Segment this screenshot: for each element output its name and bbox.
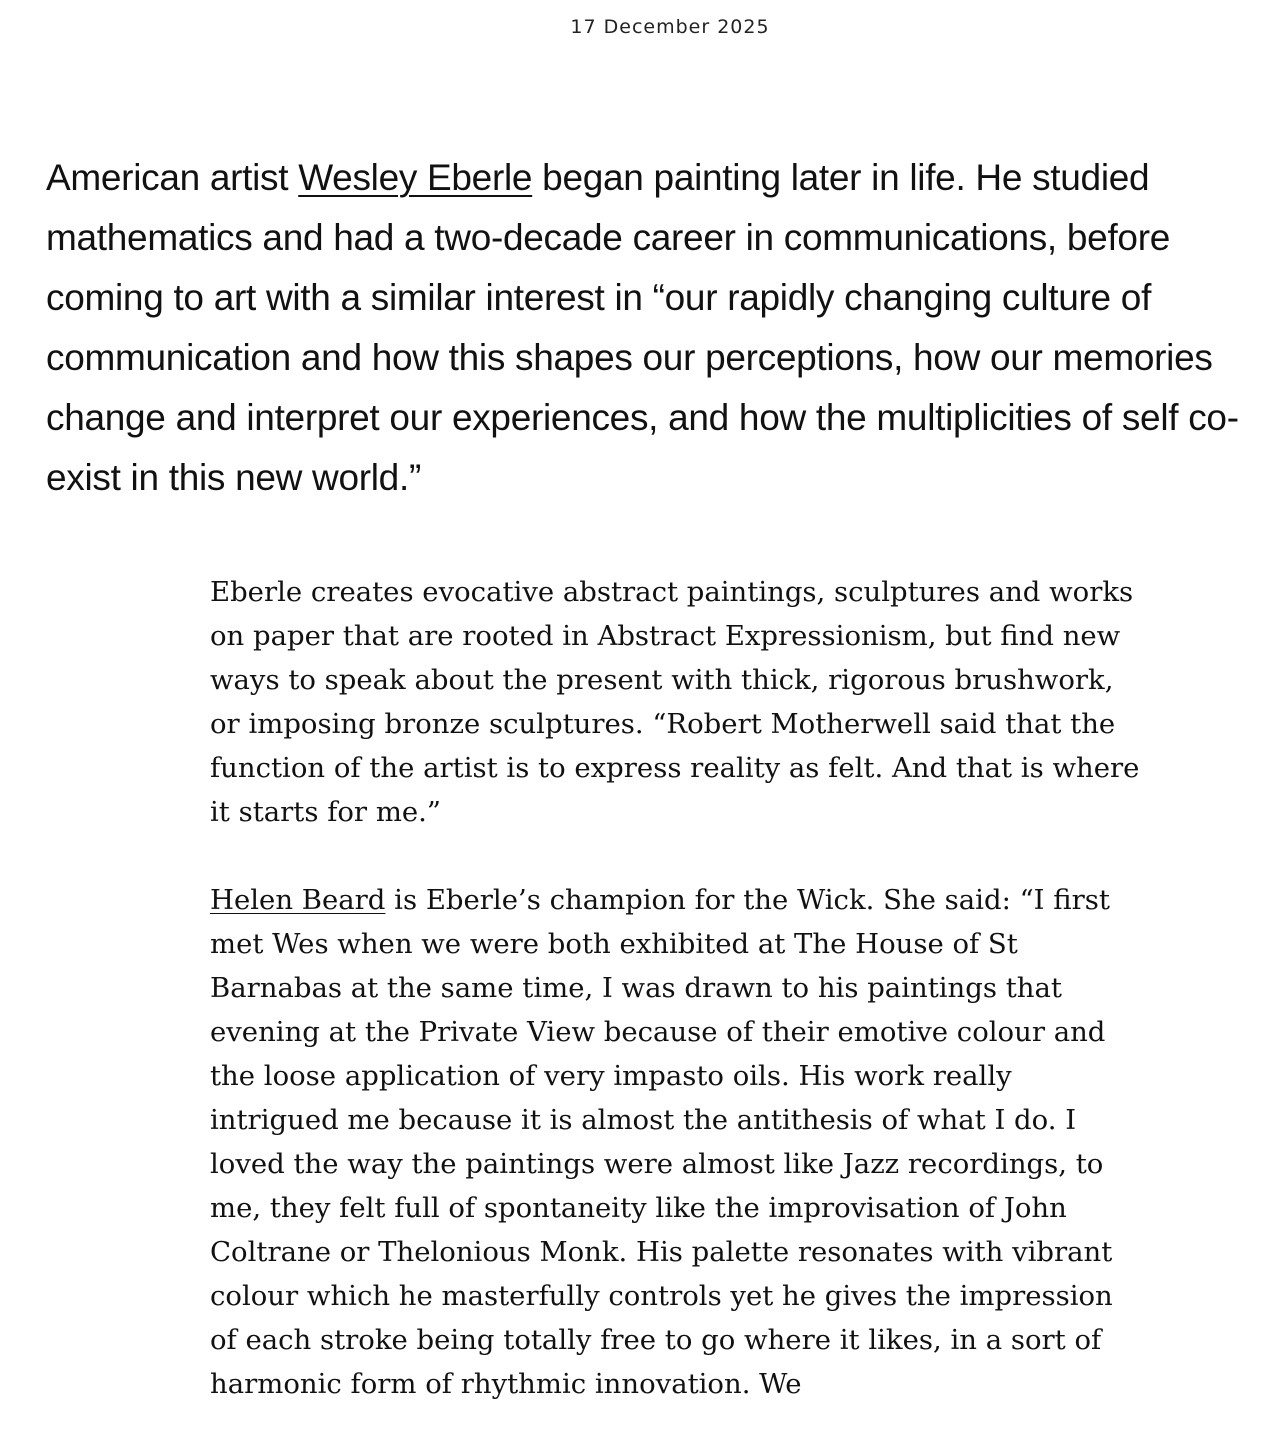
artist-link[interactable]: Wesley Eberle (298, 157, 533, 198)
champion-link[interactable]: Helen Beard (210, 884, 386, 916)
intro-text: began painting later in life. He studied mathematics and had a two-decade career in communications, before coming to art with a similar interest in “our rapidly changing culture of communication and how this shapes our perceptions, how our memories change and interpret our experiences, and how the multiplicities of self co-exist in this new world.” (46, 157, 1239, 498)
intro-paragraph (46, 148, 1256, 508)
body-paragraph-1: Eberle creates evocative abstract paintings, sculptures and works on paper that are rooted in Abstract Expressionism, but find new ways to speak about the present with thick, rigorous brushwork, or imposing bronze sculptures. “Robert Motherwell said that the function of the artist is to express reality as felt. And that is where it starts for me.” (210, 576, 1140, 828)
paragraph-2-text: is Eberle’s champion for the Wick. She said: “I first met Wes when we were both exhibited at The House of St Barnabas at the same time, I was drawn to his paintings that evening at the Private View because of their emotive colour and the loose application of very impasto oils. His work really intrigued me because it is almost the antithesis of what I do. I loved the way the paintings were almost like Jazz recordings, to me, they felt full of spontaneity like the improvisation of John Coltrane or Thelonious Monk. His palette resonates with vibrant colour which he masterfully controls yet he gives the impression of each stroke being totally free to go where it likes, in a sort of harmonic form of rhythmic innovation. We (210, 884, 1113, 1400)
article-date: 17 December 2025 (570, 16, 770, 38)
intro-prefix: American artist (46, 157, 299, 198)
article-body (210, 570, 1140, 1450)
body-paragraph-2 (210, 878, 1140, 1406)
